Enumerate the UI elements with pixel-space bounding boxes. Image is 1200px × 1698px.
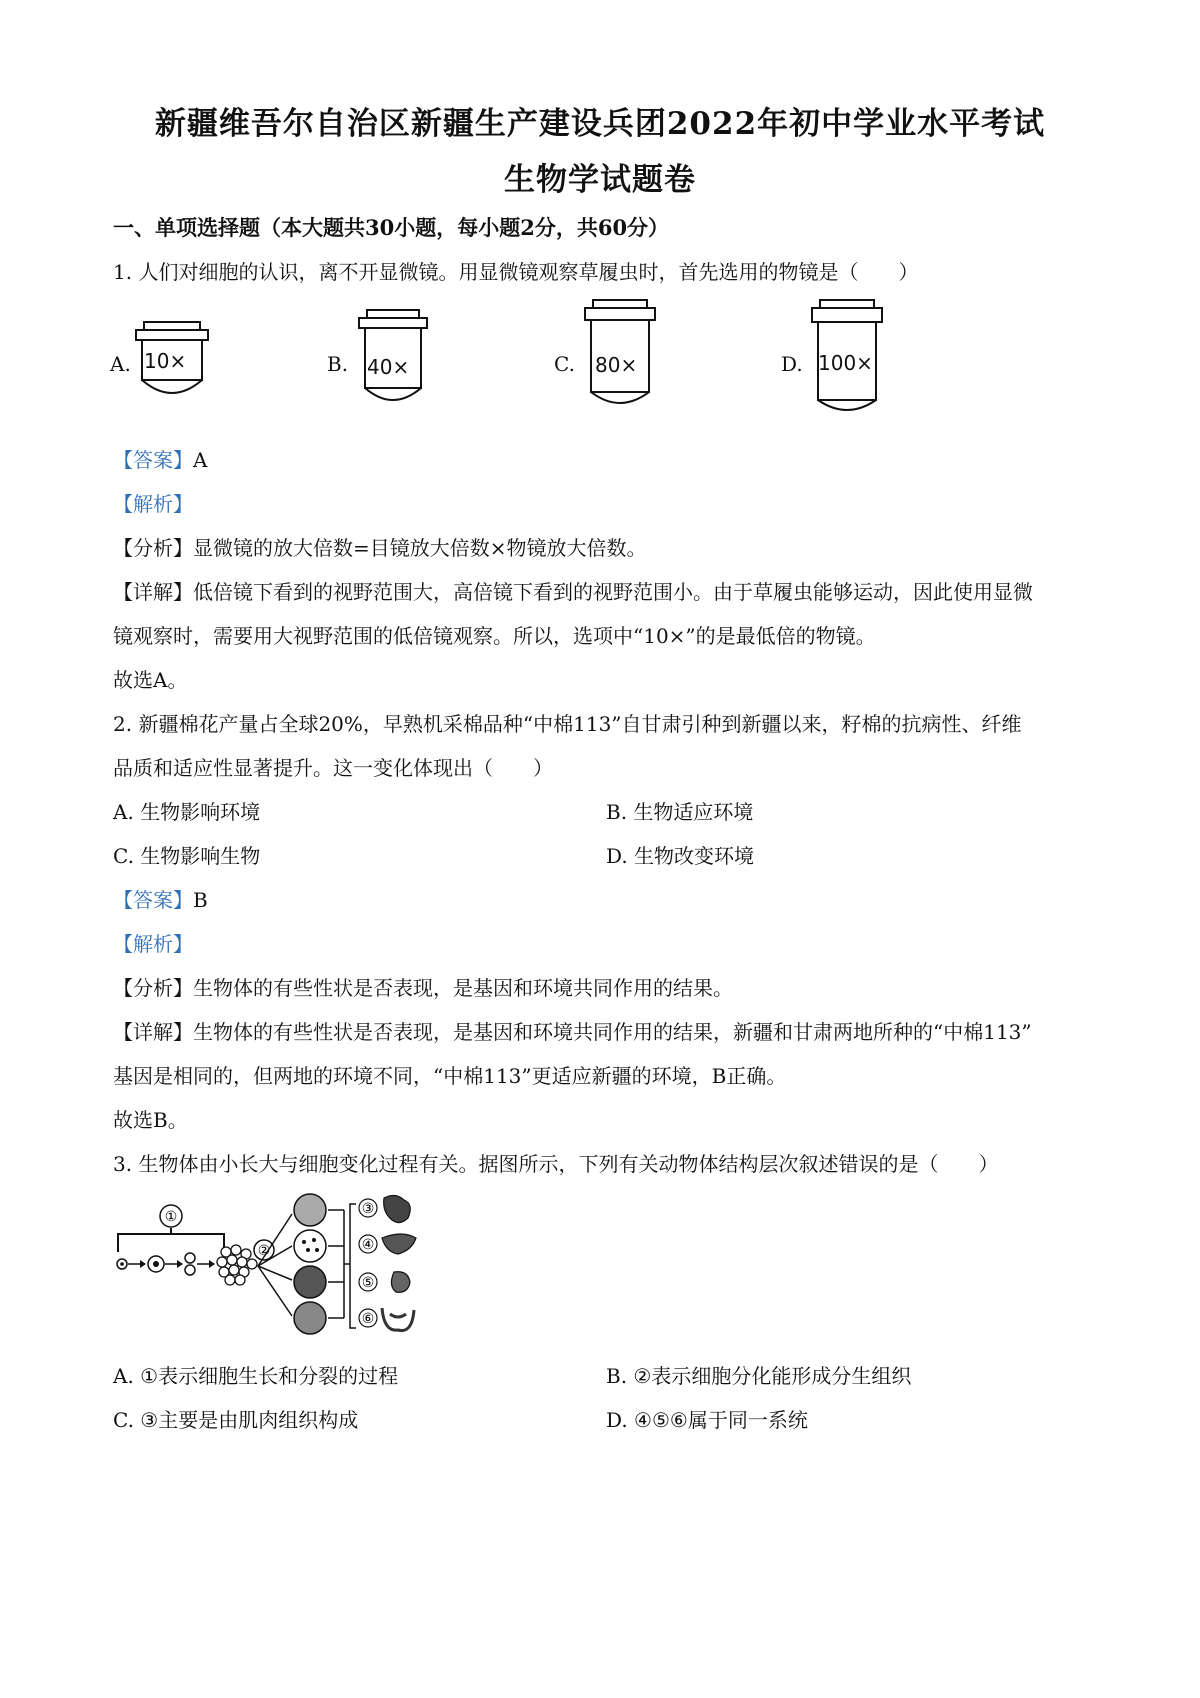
cell-development-diagram (112, 1190, 472, 1350)
q1-option-c-lens: 80× (595, 353, 638, 377)
q2-fenxi: 【分析】生物体的有些性状是否表现，是基因和环境共同作用的结果。 (113, 976, 733, 1000)
stomach-icon (391, 1272, 410, 1293)
q3-stem: 3. 生物体由小长大与细胞变化过程有关。据图所示，下列有关动物体结构层次叙述错误的是（ ） (113, 1152, 999, 1176)
q1-xiangjie-2: 镜观察时，需要用大视野范围的低倍镜观察。所以，选项中“10×”的是最低倍的物镜。 (113, 624, 876, 648)
q1-xiangjie-1: 【详解】低倍镜下看到的视野范围大，高倍镜下看到的视野范围小。由于草履虫能够运动，因此使用显微 (113, 580, 1033, 604)
q2-stem-2: 品质和适应性显著提升。这一变化体现出（ ） (113, 756, 553, 780)
q1-conclusion: 故选A。 (113, 668, 188, 692)
heart-icon (384, 1195, 411, 1222)
diagram-label-1: ① (164, 1209, 178, 1225)
objective-lens-10x-icon (130, 320, 220, 410)
section-heading: 一、单项选择题（本大题共30小题，每小题2分，共60分） (113, 215, 670, 240)
q1-answer-line (113, 444, 207, 473)
q2-option-c: C. 生物影响生物 (113, 844, 261, 868)
q2-option-a: A. 生物影响环境 (113, 800, 261, 824)
q2-analysis-tag: 【解析】 (113, 932, 193, 956)
q2-xiangjie-1: 【详解】生物体的有些性状是否表现，是基因和环境共同作用的结果，新疆和甘肃两地所种的“中棉113” (113, 1020, 1032, 1044)
q1-option-d-label: D. (781, 352, 803, 376)
diagram-label-3: ③ (361, 1201, 375, 1217)
q1-option-a-lens: 10× (144, 349, 187, 373)
objective-lens-40x-icon (355, 308, 435, 418)
q2-answer: B (193, 888, 208, 912)
diagram-label-5: ⑤ (361, 1275, 375, 1291)
objective-lens-80x-icon (583, 298, 663, 418)
q1-stem: 1. 人们对细胞的认识，离不开显微镜。用显微镜观察草履虫时，首先选用的物镜是（ ） (113, 260, 919, 284)
q2-option-d: D. 生物改变环境 (606, 844, 755, 868)
objective-lens-100x-icon (808, 298, 888, 423)
diagram-label-4: ④ (361, 1237, 375, 1253)
q2-conclusion: 故选B。 (113, 1108, 188, 1132)
q3-option-b: B. ②表示细胞分化能形成分生组织 (606, 1364, 912, 1388)
answer-tag: 【答案】 (113, 888, 193, 912)
q2-answer-line (113, 884, 208, 913)
q2-option-b: B. 生物适应环境 (606, 800, 754, 824)
q3-option-d: D. ④⑤⑥属于同一系统 (606, 1408, 808, 1432)
diagram-label-2: ② (257, 1243, 271, 1259)
q1-answer: A (193, 448, 208, 472)
q3-option-c: C. ③主要是由肌肉组织构成 (113, 1408, 359, 1432)
q1-option-a-label: A. (110, 352, 131, 376)
q1-option-c-label: C. (554, 352, 575, 376)
q1-option-d-lens: 100× (818, 351, 873, 375)
diagram-label-6: ⑥ (361, 1311, 375, 1327)
exam-subtitle: 生物学试题卷 (504, 162, 696, 198)
q1-analysis-tag: 【解析】 (113, 492, 193, 516)
answer-tag: 【答案】 (113, 448, 193, 472)
q3-option-a: A. ①表示细胞生长和分裂的过程 (113, 1364, 399, 1388)
exam-title: 新疆维吾尔自治区新疆生产建设兵团2022年初中学业水平考试 (154, 106, 1046, 142)
liver-icon (382, 1234, 416, 1254)
q1-fenxi: 【分析】显微镜的放大倍数=目镜放大倍数×物镜放大倍数。 (113, 536, 647, 560)
intestine-icon (382, 1308, 414, 1331)
q1-option-b-lens: 40× (367, 355, 410, 379)
q2-stem-1: 2. 新疆棉花产量占全球20%，早熟机采棉品种“中棉113”自甘肃引种到新疆以来，籽棉的抗病性、纤维 (113, 712, 1022, 736)
q2-xiangjie-2: 基因是相同的，但两地的环境不同，“中棉113”更适应新疆的环境，B正确。 (113, 1064, 787, 1088)
q1-option-b-label: B. (327, 352, 349, 376)
